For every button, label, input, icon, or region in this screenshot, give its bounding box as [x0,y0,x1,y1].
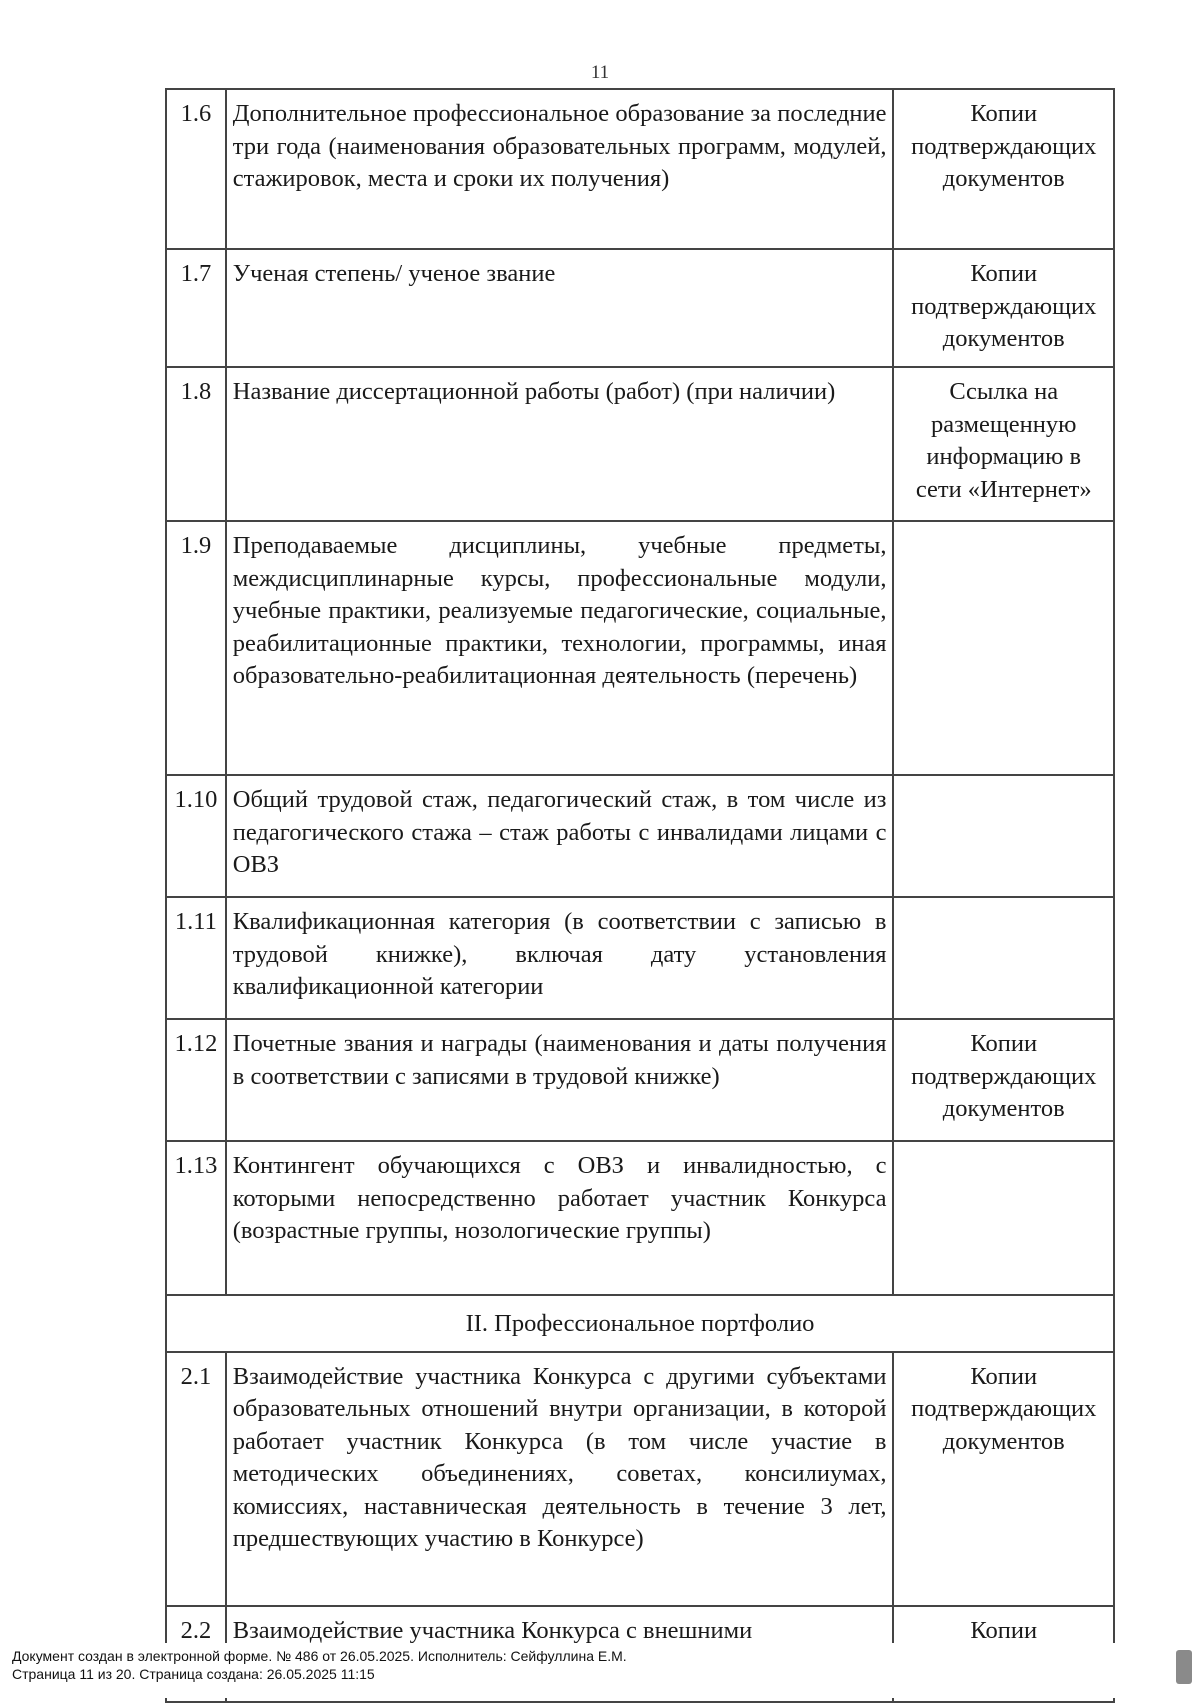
row-number: 2.1 [166,1352,226,1606]
row-description: Дополнительное профессиональное образование за последние три года (наименования образовательных программ, модулей, стажировок, места и сроки их получения) [226,89,894,249]
row-documents [893,1141,1114,1295]
section-title: II. Профессиональное портфолио [166,1295,1114,1352]
table-row [166,367,1114,521]
row-number: 2.2 [166,1606,226,1702]
row-description: Взаимодействие участника Конкурса с внешними [226,1606,894,1702]
row-description: Взаимодействие участника Конкурса с другими субъектами образовательных отношений внутри организации, в которой работает участник Конкурса (в том числе участие в методических объединениях, советах, консилиумах, комиссиях, наставническая деятельность в течение 3 лет, предшествующих участию в Конкурсе) [226,1352,894,1606]
stamp-icon [1176,1650,1192,1684]
table-row [166,1141,1114,1295]
row-description: Почетные звания и награды (наименования и даты получения в соответствии с записями в трудовой книжке) [226,1019,894,1141]
table-row [166,249,1114,367]
row-description: Название диссертационной работы (работ) (при наличии) [226,367,894,521]
row-description: Ученая степень/ ученое звание [226,249,894,367]
row-number: 1.6 [166,89,226,249]
row-number: 1.13 [166,1141,226,1295]
page-number: 11 [590,62,610,83]
row-number: 1.11 [166,897,226,1019]
table-row [166,521,1114,775]
footer-creation-info: Документ создан в электронной форме. № 486 от 26.05.2025. Исполнитель: Сейфуллина Е.М. [12,1648,627,1664]
row-documents: Копии подтверждающих документов [893,89,1114,249]
footer-page-info: Страница 11 из 20. Страница создана: 26.05.2025 11:15 [12,1666,375,1682]
table-row [166,89,1114,249]
table-row [166,1019,1114,1141]
table-row [166,1352,1114,1606]
portfolio-table [165,88,1115,1703]
row-number: 1.10 [166,775,226,897]
row-documents: Копии подтверждающих документов [893,1019,1114,1141]
row-number: 1.9 [166,521,226,775]
row-description: Общий трудовой стаж, педагогический стаж, в том числе из педагогического стажа – стаж работы с инвалидами лицами с ОВЗ [226,775,894,897]
row-number: 1.8 [166,367,226,521]
row-description: Преподаваемые дисциплины, учебные предметы, междисциплинарные курсы, профессиональные модули, учебные практики, реализуемые педагогические, социальные, реабилитационные практики, технологии, программы, иная образовательно-реабилитационная деятельность (перечень) [226,521,894,775]
document-footer [0,1643,1200,1698]
row-documents: Копии подтверждающих документов [893,249,1114,367]
row-documents: Копии [893,1606,1114,1702]
row-documents [893,897,1114,1019]
table-row [166,897,1114,1019]
row-documents: Копии подтверждающих документов [893,1352,1114,1606]
section-header-row [166,1295,1114,1352]
row-number: 1.7 [166,249,226,367]
row-number: 1.12 [166,1019,226,1141]
row-documents [893,521,1114,775]
row-description: Контингент обучающихся с ОВЗ и инвалидностью, с которыми непосредственно работает участник Конкурса (возрастные группы, нозологические группы) [226,1141,894,1295]
row-documents: Ссылка на размещенную информацию в сети «Интернет» [893,367,1114,521]
row-description: Квалификационная категория (в соответствии с записью в трудовой книжке), включая дату установления квалификационной категории [226,897,894,1019]
row-documents [893,775,1114,897]
table-row [166,775,1114,897]
